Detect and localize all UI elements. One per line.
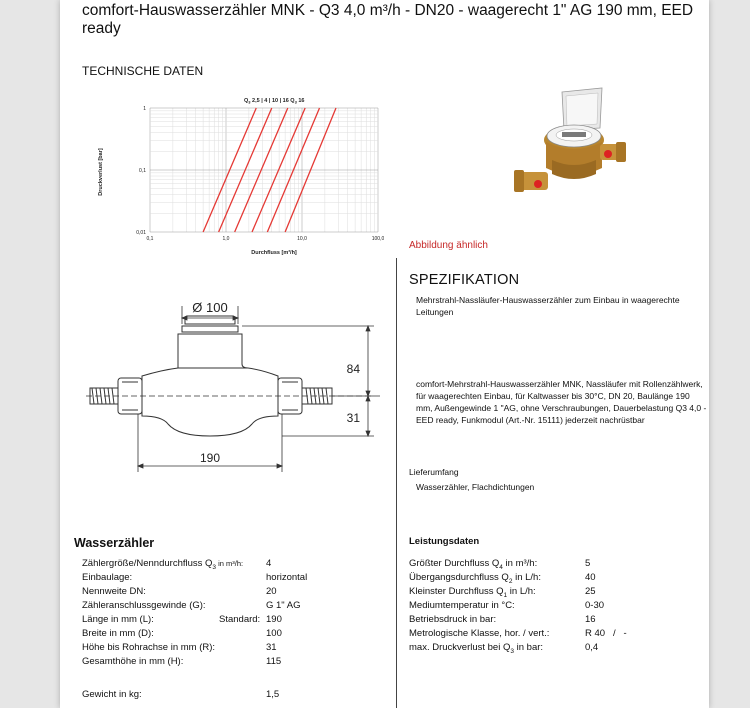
leistungsdaten-heading: Leistungsdaten: [409, 536, 480, 547]
pressure-loss-chart: [94, 92, 384, 262]
wasserzaehler-heading: Wasserzähler: [74, 536, 155, 550]
spezifikation-heading: SPEZIFIKATION: [409, 272, 520, 288]
spec-intro-1: Mehrstrahl-Nassläufer-Hauswasserzähler zum Einbau in waagerechte: [416, 295, 680, 305]
dim-diameter-label: Ø 100: [192, 300, 228, 315]
lieferumfang-value: Wasserzähler, Flachdichtungen: [416, 482, 535, 492]
product-sheet: comfort-Hauswasserzähler MNK - Q3 4,0 m³/h - DN20 - waagerecht 1" AG 190 mm, EED ready TECHNISCHE DATEN 0,1 1,0 10,0 100,0 1 0,1 0,01 $Q_3$ 2,5 | 4 | 10 | 16 $Q_3$ 16 Durchfluss [m³/h] Druckverlust [bar] Abbildung ähnlich Ø 100 84 31 190 SPEZIFIKATION Mehrstrahl-Nassläufer-Hauswasserzähler zum Einbau in waagerechte Leitungen comfort-Mehrstrahl-Hauswasserzähler MNK, Nassläufer mit Rollenzählwerk, für waagerechten Einbau, für Kaltwasser bis 30°C, DN 20, Baulänge 190 mm, Außengewinde 1 "AG, ohne Verschraubungen, Dauerbelastung Q3 4,0 - EED ready, Funkmodul (Art.-Nr. 15111) jederzeit nachrüstbar Lieferumfang Wasserzähler, Flachdichtungen Wasserzähler Zählergröße/Nenndurchfluss $Q_3$ in m³/h: 4 Einbaulage: horizontal Nennweite DN: 20 Zähleranschlussgewinde (G): G 1" AG Länge in mm (L): Standard: 190 Breite in mm (D): 100 Höhe bis Rohrachse in mm (R): 31 Gesamthöhe in mm (H): 115 Gewicht in kg: 1,5 Leistungsdaten Größter Durchfluss $Q_4$ in m³/h: 5 Übergangsdurchfluss $Q_2$ in L/h: 40 Kleinster Durchfluss $Q_1$ in L/h: 25 Mediumtemperatur in °C: 0-30 Betriebsdruck in bar: 16 Metrologische Klasse, hor. / vert.: R 40 / - max. Druckverlust bei $Q_3$ in bar: 0,4: [60, 0, 709, 708]
x-tick-label: 1,0: [222, 236, 230, 242]
column-divider: [396, 258, 397, 708]
dim-length-label: 190: [199, 451, 221, 465]
spec-desc-1: comfort-Mehrstrahl-Hauswasserzähler MNK, Nassläufer mit Rollenzählwerk,: [416, 379, 703, 389]
dim-height-bottom-label: 31: [346, 411, 360, 425]
image-caption: Abbildung ähnlich: [409, 240, 488, 251]
technische-daten-heading: TECHNISCHE DATEN: [82, 64, 204, 78]
y-tick-label: 1: [143, 106, 146, 112]
dim-height-top-label: 84: [346, 362, 360, 376]
chart-legend-header: $Q_3$ 2,5 | 4 | 10 | 16 $Q_3$ 16: [244, 98, 305, 105]
x-tick-label: 10,0: [297, 236, 307, 242]
dimension-drawing: [82, 296, 387, 476]
chart-ylabel: Druckverlust [bar]: [98, 148, 104, 196]
y-tick-label: 0,1: [139, 168, 146, 174]
x-tick-label: 0,1: [146, 236, 154, 242]
x-tick-label: 100,0: [371, 236, 384, 242]
spec-desc-3: mm, Außengewinde 1 "AG, ohne Verschraubungen, Dauerbelastung Q3 4,0 -: [416, 403, 707, 413]
spec-desc-2: für waagerechten Einbau, für Kaltwasser bis 30°C, DN 20, Baulänge 190: [416, 391, 690, 401]
product-title: comfort-Hauswasserzähler MNK - Q3 4,0 m³/h - DN20 - waagerecht 1" AG 190 mm, EED ready: [82, 2, 694, 37]
y-tick-label: 0,01: [136, 230, 146, 236]
chart-xlabel: Durchfluss [m³/h]: [251, 250, 297, 256]
spec-intro-2: Leitungen: [416, 307, 454, 317]
water-meter-photo: [500, 84, 630, 214]
lieferumfang-label: Lieferumfang: [409, 467, 459, 477]
spec-desc-4: EED ready, Funkmodul (Art.-Nr. 15111) jederzeit nachrüstbar: [416, 415, 645, 425]
